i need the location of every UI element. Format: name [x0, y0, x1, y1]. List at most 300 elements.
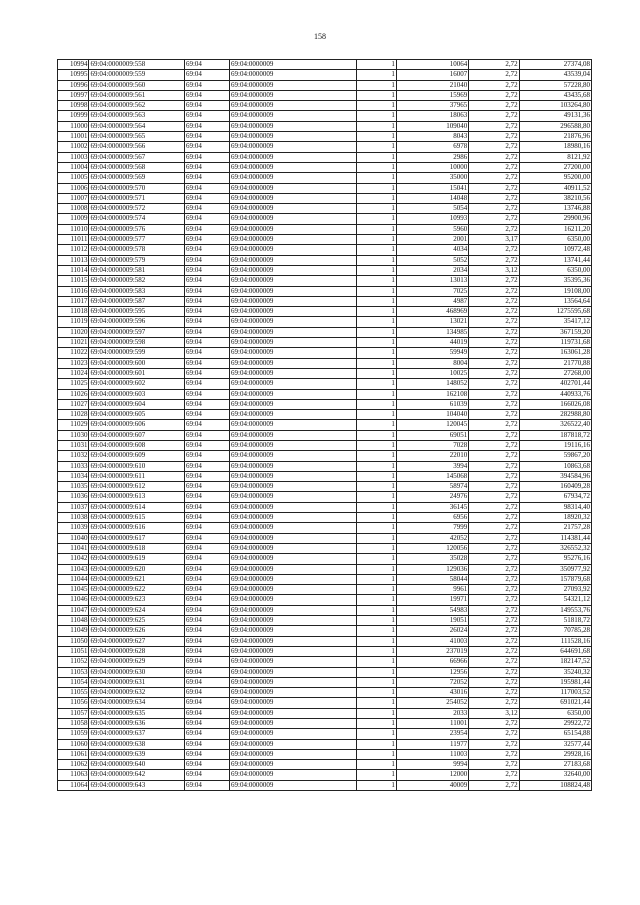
rate-cell: 2,72	[469, 60, 519, 70]
rate-cell: 2,72	[469, 142, 519, 152]
row-number-cell: 11058	[58, 719, 89, 729]
count-cell: 1	[356, 585, 396, 595]
value-cell: 27268,00	[519, 368, 591, 378]
cadastral-number-cell: 69:04:0000009:620	[89, 564, 184, 574]
value-cell: 8121,92	[519, 152, 591, 162]
quarter-code-cell: 69:04:0000009	[230, 739, 357, 749]
cadastral-number-cell: 69:04:0000009:636	[89, 719, 184, 729]
cadastral-number-cell: 69:04:0000009:596	[89, 317, 184, 327]
district-code-cell: 69:04	[184, 121, 229, 131]
count-cell: 1	[356, 780, 396, 790]
value-cell: 70785,28	[519, 626, 591, 636]
row-number-cell: 11053	[58, 667, 89, 677]
rate-cell: 2,72	[469, 368, 519, 378]
area-cell: 4987	[396, 296, 468, 306]
table-row	[58, 90, 592, 100]
row-number-cell: 11000	[58, 121, 89, 131]
quarter-code-cell: 69:04:0000009	[230, 101, 357, 111]
area-cell: 16007	[396, 70, 468, 80]
table-row	[58, 595, 592, 605]
district-code-cell: 69:04	[184, 368, 229, 378]
table-row	[58, 338, 592, 348]
value-cell: 18980,16	[519, 142, 591, 152]
value-cell: 29928,16	[519, 749, 591, 759]
rate-cell: 2,72	[469, 585, 519, 595]
row-number-cell: 11062	[58, 760, 89, 770]
row-number-cell: 11007	[58, 193, 89, 203]
cadastral-number-cell: 69:04:0000009:616	[89, 523, 184, 533]
area-cell: 6978	[396, 142, 468, 152]
district-code-cell: 69:04	[184, 379, 229, 389]
area-cell: 13013	[396, 276, 468, 286]
cadastral-number-cell: 69:04:0000009:613	[89, 492, 184, 502]
quarter-code-cell: 69:04:0000009	[230, 296, 357, 306]
rate-cell: 2,72	[469, 389, 519, 399]
quarter-code-cell: 69:04:0000009	[230, 70, 357, 80]
rate-cell: 2,72	[469, 111, 519, 121]
value-cell: 691021,44	[519, 698, 591, 708]
quarter-code-cell: 69:04:0000009	[230, 667, 357, 677]
count-cell: 1	[356, 296, 396, 306]
count-cell: 1	[356, 317, 396, 327]
count-cell: 1	[356, 162, 396, 172]
cadastral-number-cell: 69:04:0000009:571	[89, 193, 184, 203]
quarter-code-cell: 69:04:0000009	[230, 399, 357, 409]
district-code-cell: 69:04	[184, 286, 229, 296]
rate-cell: 2,72	[469, 667, 519, 677]
table-row	[58, 708, 592, 718]
cadastral-number-cell: 69:04:0000009:623	[89, 595, 184, 605]
count-cell: 1	[356, 327, 396, 337]
value-cell: 27374,08	[519, 60, 591, 70]
value-cell: 402701,44	[519, 379, 591, 389]
cadastral-number-cell: 69:04:0000009:578	[89, 245, 184, 255]
row-number-cell: 10999	[58, 111, 89, 121]
cadastral-number-cell: 69:04:0000009:634	[89, 698, 184, 708]
table-row	[58, 657, 592, 667]
cadastral-number-cell: 69:04:0000009:622	[89, 585, 184, 595]
rate-cell: 2,72	[469, 317, 519, 327]
cadastral-number-cell: 69:04:0000009:576	[89, 224, 184, 234]
quarter-code-cell: 69:04:0000009	[230, 636, 357, 646]
count-cell: 1	[356, 80, 396, 90]
row-number-cell: 11064	[58, 780, 89, 790]
rate-cell: 2,72	[469, 276, 519, 286]
cadastral-number-cell: 69:04:0000009:572	[89, 204, 184, 214]
quarter-code-cell: 69:04:0000009	[230, 626, 357, 636]
quarter-code-cell: 69:04:0000009	[230, 142, 357, 152]
value-cell: 440933,76	[519, 389, 591, 399]
quarter-code-cell: 69:04:0000009	[230, 276, 357, 286]
table-row	[58, 70, 592, 80]
count-cell: 1	[356, 523, 396, 533]
area-cell: 24976	[396, 492, 468, 502]
value-cell: 195981,44	[519, 677, 591, 687]
count-cell: 1	[356, 224, 396, 234]
rate-cell: 3,12	[469, 265, 519, 275]
quarter-code-cell: 69:04:0000009	[230, 708, 357, 718]
district-code-cell: 69:04	[184, 543, 229, 553]
district-code-cell: 69:04	[184, 729, 229, 739]
table-row	[58, 327, 592, 337]
row-number-cell: 11041	[58, 543, 89, 553]
area-cell: 26024	[396, 626, 468, 636]
table-row	[58, 348, 592, 358]
value-cell: 54321,12	[519, 595, 591, 605]
table-row	[58, 760, 592, 770]
row-number-cell: 11013	[58, 255, 89, 265]
quarter-code-cell: 69:04:0000009	[230, 111, 357, 121]
table-row	[58, 245, 592, 255]
count-cell: 1	[356, 749, 396, 759]
quarter-code-cell: 69:04:0000009	[230, 585, 357, 595]
cadastral-number-cell: 69:04:0000009:602	[89, 379, 184, 389]
row-number-cell: 11043	[58, 564, 89, 574]
row-number-cell: 11047	[58, 605, 89, 615]
quarter-code-cell: 69:04:0000009	[230, 646, 357, 656]
row-number-cell: 11061	[58, 749, 89, 759]
district-code-cell: 69:04	[184, 749, 229, 759]
table-row	[58, 543, 592, 553]
quarter-code-cell: 69:04:0000009	[230, 379, 357, 389]
district-code-cell: 69:04	[184, 224, 229, 234]
row-number-cell: 11046	[58, 595, 89, 605]
area-cell: 237019	[396, 646, 468, 656]
row-number-cell: 11050	[58, 636, 89, 646]
value-cell: 32577,44	[519, 739, 591, 749]
district-code-cell: 69:04	[184, 348, 229, 358]
quarter-code-cell: 69:04:0000009	[230, 574, 357, 584]
cadastral-number-cell: 69:04:0000009:635	[89, 708, 184, 718]
quarter-code-cell: 69:04:0000009	[230, 80, 357, 90]
quarter-code-cell: 69:04:0000009	[230, 430, 357, 440]
rate-cell: 2,72	[469, 543, 519, 553]
row-number-cell: 11055	[58, 688, 89, 698]
quarter-code-cell: 69:04:0000009	[230, 265, 357, 275]
area-cell: 19971	[396, 595, 468, 605]
cadastral-number-cell: 69:04:0000009:607	[89, 430, 184, 440]
row-number-cell: 11054	[58, 677, 89, 687]
rate-cell: 2,72	[469, 780, 519, 790]
rate-cell: 2,72	[469, 152, 519, 162]
rate-cell: 2,72	[469, 193, 519, 203]
rate-cell: 2,72	[469, 564, 519, 574]
row-number-cell: 11017	[58, 296, 89, 306]
quarter-code-cell: 69:04:0000009	[230, 162, 357, 172]
cadastral-number-cell: 69:04:0000009:587	[89, 296, 184, 306]
value-cell: 19108,00	[519, 286, 591, 296]
table-row	[58, 523, 592, 533]
quarter-code-cell: 69:04:0000009	[230, 554, 357, 564]
count-cell: 1	[356, 554, 396, 564]
district-code-cell: 69:04	[184, 440, 229, 450]
area-cell: 23954	[396, 729, 468, 739]
area-cell: 66966	[396, 657, 468, 667]
quarter-code-cell: 69:04:0000009	[230, 461, 357, 471]
cadastral-number-cell: 69:04:0000009:558	[89, 60, 184, 70]
table-row	[58, 162, 592, 172]
district-code-cell: 69:04	[184, 173, 229, 183]
district-code-cell: 69:04	[184, 626, 229, 636]
count-cell: 1	[356, 533, 396, 543]
table-row	[58, 770, 592, 780]
rate-cell: 2,72	[469, 729, 519, 739]
value-cell: 19116,16	[519, 440, 591, 450]
count-cell: 1	[356, 770, 396, 780]
value-cell: 326552,32	[519, 543, 591, 553]
count-cell: 1	[356, 60, 396, 70]
quarter-code-cell: 69:04:0000009	[230, 564, 357, 574]
count-cell: 1	[356, 451, 396, 461]
area-cell: 9994	[396, 760, 468, 770]
count-cell: 1	[356, 255, 396, 265]
cadastral-number-cell: 69:04:0000009:612	[89, 482, 184, 492]
rate-cell: 2,72	[469, 626, 519, 636]
area-cell: 254052	[396, 698, 468, 708]
count-cell: 1	[356, 605, 396, 615]
table-row	[58, 646, 592, 656]
quarter-code-cell: 69:04:0000009	[230, 152, 357, 162]
area-cell: 8004	[396, 358, 468, 368]
table-row	[58, 585, 592, 595]
count-cell: 1	[356, 358, 396, 368]
cadastral-number-cell: 69:04:0000009:559	[89, 70, 184, 80]
value-cell: 51818,72	[519, 616, 591, 626]
row-number-cell: 11038	[58, 513, 89, 523]
count-cell: 1	[356, 616, 396, 626]
row-number-cell: 11044	[58, 574, 89, 584]
cadastral-number-cell: 69:04:0000009:630	[89, 667, 184, 677]
value-cell: 67934,72	[519, 492, 591, 502]
cadastral-value-table	[57, 59, 592, 791]
district-code-cell: 69:04	[184, 677, 229, 687]
count-cell: 1	[356, 121, 396, 131]
cadastral-number-cell: 69:04:0000009:579	[89, 255, 184, 265]
count-cell: 1	[356, 420, 396, 430]
rate-cell: 2,72	[469, 646, 519, 656]
cadastral-number-cell: 69:04:0000009:627	[89, 636, 184, 646]
district-code-cell: 69:04	[184, 523, 229, 533]
table-row	[58, 142, 592, 152]
area-cell: 61039	[396, 399, 468, 409]
value-cell: 111528,16	[519, 636, 591, 646]
cadastral-number-cell: 69:04:0000009:562	[89, 101, 184, 111]
row-number-cell: 11014	[58, 265, 89, 275]
table-row	[58, 173, 592, 183]
row-number-cell: 11040	[58, 533, 89, 543]
area-cell: 6956	[396, 513, 468, 523]
area-cell: 58044	[396, 574, 468, 584]
table-row	[58, 533, 592, 543]
area-cell: 19051	[396, 616, 468, 626]
count-cell: 1	[356, 410, 396, 420]
rate-cell: 2,72	[469, 338, 519, 348]
quarter-code-cell: 69:04:0000009	[230, 286, 357, 296]
area-cell: 104040	[396, 410, 468, 420]
quarter-code-cell: 69:04:0000009	[230, 770, 357, 780]
district-code-cell: 69:04	[184, 430, 229, 440]
value-cell: 114381,44	[519, 533, 591, 543]
table-row	[58, 193, 592, 203]
table-row	[58, 358, 592, 368]
cadastral-number-cell: 69:04:0000009:610	[89, 461, 184, 471]
area-cell: 3994	[396, 461, 468, 471]
value-cell: 98314,40	[519, 502, 591, 512]
district-code-cell: 69:04	[184, 492, 229, 502]
quarter-code-cell: 69:04:0000009	[230, 214, 357, 224]
rate-cell: 2,72	[469, 307, 519, 317]
area-cell: 44019	[396, 338, 468, 348]
value-cell: 108824,48	[519, 780, 591, 790]
value-cell: 163061,28	[519, 348, 591, 358]
row-number-cell: 11019	[58, 317, 89, 327]
value-cell: 166026,08	[519, 399, 591, 409]
district-code-cell: 69:04	[184, 533, 229, 543]
rate-cell: 2,72	[469, 286, 519, 296]
quarter-code-cell: 69:04:0000009	[230, 317, 357, 327]
table-row	[58, 430, 592, 440]
value-cell: 18920,32	[519, 513, 591, 523]
rate-cell: 2,72	[469, 162, 519, 172]
district-code-cell: 69:04	[184, 152, 229, 162]
value-cell: 103264,80	[519, 101, 591, 111]
rate-cell: 2,72	[469, 739, 519, 749]
count-cell: 1	[356, 70, 396, 80]
row-number-cell: 11057	[58, 708, 89, 718]
count-cell: 1	[356, 708, 396, 718]
area-cell: 12956	[396, 667, 468, 677]
cadastral-number-cell: 69:04:0000009:640	[89, 760, 184, 770]
district-code-cell: 69:04	[184, 698, 229, 708]
count-cell: 1	[356, 677, 396, 687]
area-cell: 162108	[396, 389, 468, 399]
rate-cell: 2,72	[469, 420, 519, 430]
table-row	[58, 626, 592, 636]
quarter-code-cell: 69:04:0000009	[230, 193, 357, 203]
rate-cell: 2,72	[469, 245, 519, 255]
rate-cell: 2,72	[469, 523, 519, 533]
table-row	[58, 471, 592, 481]
value-cell: 6350,00	[519, 708, 591, 718]
count-cell: 1	[356, 760, 396, 770]
row-number-cell: 11056	[58, 698, 89, 708]
quarter-code-cell: 69:04:0000009	[230, 677, 357, 687]
table-row	[58, 440, 592, 450]
cadastral-number-cell: 69:04:0000009:565	[89, 132, 184, 142]
table-row	[58, 286, 592, 296]
rate-cell: 2,72	[469, 533, 519, 543]
rate-cell: 3,17	[469, 235, 519, 245]
table-row	[58, 132, 592, 142]
row-number-cell: 11034	[58, 471, 89, 481]
area-cell: 2034	[396, 265, 468, 275]
district-code-cell: 69:04	[184, 657, 229, 667]
area-cell: 58974	[396, 482, 468, 492]
rate-cell: 3,12	[469, 708, 519, 718]
table-row	[58, 204, 592, 214]
quarter-code-cell: 69:04:0000009	[230, 482, 357, 492]
count-cell: 1	[356, 132, 396, 142]
row-number-cell: 11049	[58, 626, 89, 636]
cadastral-number-cell: 69:04:0000009:632	[89, 688, 184, 698]
value-cell: 16211,20	[519, 224, 591, 234]
quarter-code-cell: 69:04:0000009	[230, 224, 357, 234]
district-code-cell: 69:04	[184, 502, 229, 512]
cadastral-number-cell: 69:04:0000009:618	[89, 543, 184, 553]
quarter-code-cell: 69:04:0000009	[230, 657, 357, 667]
rate-cell: 2,72	[469, 574, 519, 584]
rate-cell: 2,72	[469, 760, 519, 770]
quarter-code-cell: 69:04:0000009	[230, 307, 357, 317]
district-code-cell: 69:04	[184, 719, 229, 729]
rate-cell: 2,72	[469, 358, 519, 368]
table-row	[58, 296, 592, 306]
row-number-cell: 11006	[58, 183, 89, 193]
table-row	[58, 420, 592, 430]
count-cell: 1	[356, 698, 396, 708]
cadastral-number-cell: 69:04:0000009:560	[89, 80, 184, 90]
count-cell: 1	[356, 389, 396, 399]
count-cell: 1	[356, 183, 396, 193]
count-cell: 1	[356, 245, 396, 255]
rate-cell: 2,72	[469, 513, 519, 523]
count-cell: 1	[356, 502, 396, 512]
table-row	[58, 513, 592, 523]
district-code-cell: 69:04	[184, 708, 229, 718]
count-cell: 1	[356, 543, 396, 553]
area-cell: 21040	[396, 80, 468, 90]
area-cell: 35000	[396, 173, 468, 183]
table-row	[58, 719, 592, 729]
count-cell: 1	[356, 430, 396, 440]
value-cell: 326522,40	[519, 420, 591, 430]
count-cell: 1	[356, 152, 396, 162]
district-code-cell: 69:04	[184, 214, 229, 224]
district-code-cell: 69:04	[184, 70, 229, 80]
district-code-cell: 69:04	[184, 142, 229, 152]
rate-cell: 2,72	[469, 379, 519, 389]
rate-cell: 2,72	[469, 348, 519, 358]
district-code-cell: 69:04	[184, 667, 229, 677]
rate-cell: 2,72	[469, 173, 519, 183]
district-code-cell: 69:04	[184, 585, 229, 595]
cadastral-number-cell: 69:04:0000009:564	[89, 121, 184, 131]
table-row	[58, 554, 592, 564]
value-cell: 43435,68	[519, 90, 591, 100]
district-code-cell: 69:04	[184, 307, 229, 317]
cadastral-number-cell: 69:04:0000009:638	[89, 739, 184, 749]
cadastral-number-cell: 69:04:0000009:617	[89, 533, 184, 543]
rate-cell: 2,72	[469, 440, 519, 450]
row-number-cell: 11011	[58, 235, 89, 245]
count-cell: 1	[356, 379, 396, 389]
quarter-code-cell: 69:04:0000009	[230, 420, 357, 430]
table-row	[58, 564, 592, 574]
area-cell: 13021	[396, 317, 468, 327]
area-cell: 134985	[396, 327, 468, 337]
count-cell: 1	[356, 471, 396, 481]
value-cell: 644691,68	[519, 646, 591, 656]
count-cell: 1	[356, 286, 396, 296]
rate-cell: 2,72	[469, 224, 519, 234]
value-cell: 57228,80	[519, 80, 591, 90]
row-number-cell: 11020	[58, 327, 89, 337]
rate-cell: 2,72	[469, 616, 519, 626]
rate-cell: 2,72	[469, 327, 519, 337]
value-cell: 160409,28	[519, 482, 591, 492]
area-cell: 54983	[396, 605, 468, 615]
count-cell: 1	[356, 276, 396, 286]
